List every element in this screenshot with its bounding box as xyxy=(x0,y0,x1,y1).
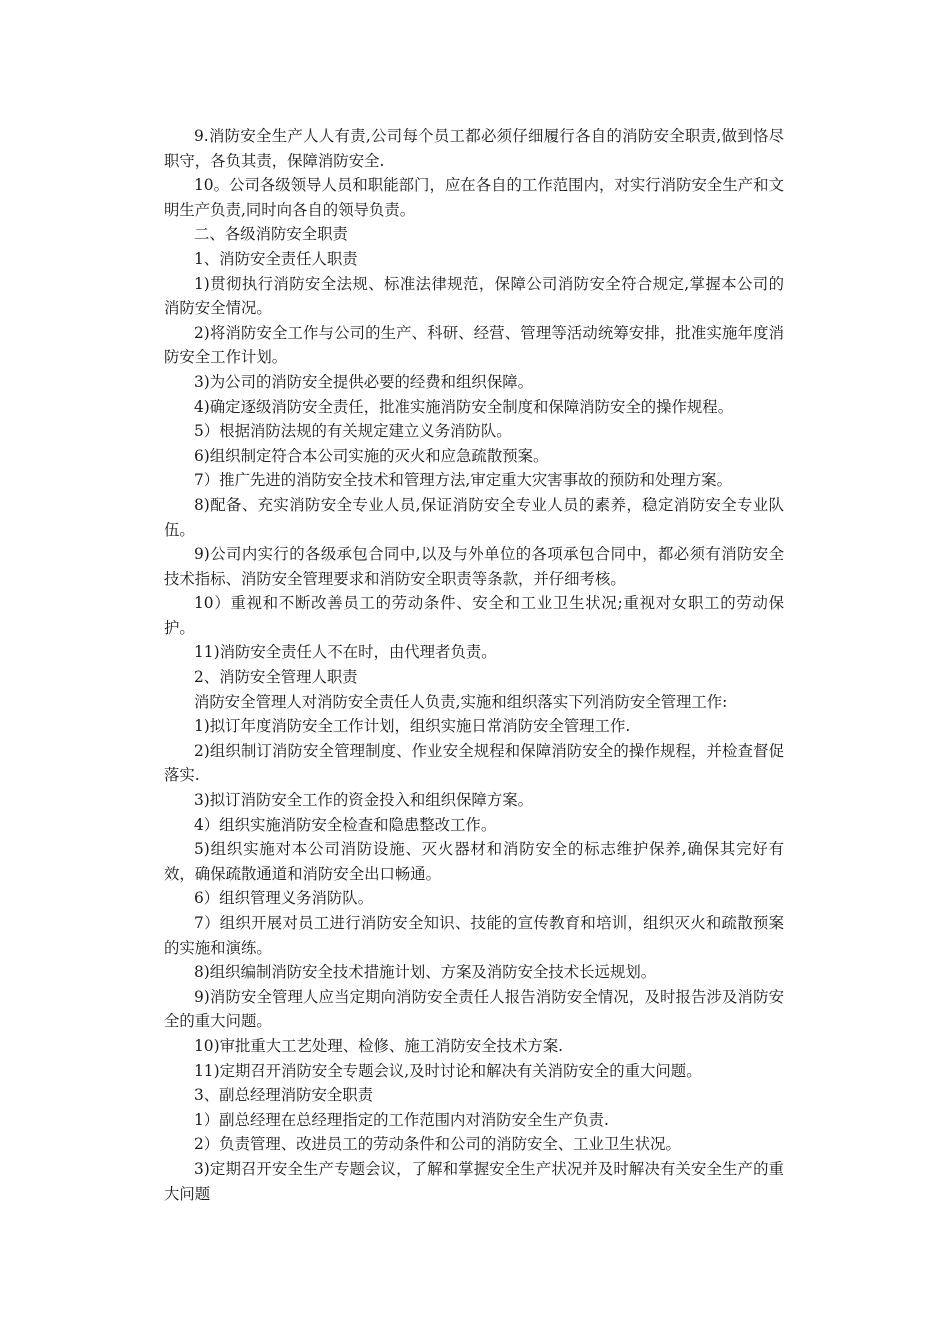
subsection-heading: 3、副总经理消防安全职责 xyxy=(194,1086,374,1105)
paragraph: 9.消防安全生产人人有责,公司每个员工都必须仔细履行各自的消防安全职责,做到恪尽职守，各负其责，保障消防安全. xyxy=(164,127,784,170)
list-item: 8)组织编制消防安全技术措施计划、方案及消防安全技术长远规划。 xyxy=(194,963,657,982)
list-item: 4）组织实施消防安全检查和隐患整改工作。 xyxy=(194,815,497,834)
list-item: 10)审批重大工艺处理、检修、施工消防安全技术方案. xyxy=(194,1036,564,1055)
subsection-heading: 1、消防安全责任人职责 xyxy=(194,249,358,268)
list-item: 7）组织开展对员工进行消防安全知识、技能的宣传教育和培训，组织灭火和疏散预案的实施和演练。 xyxy=(164,914,784,957)
list-item: 10）重视和不断改善员工的劳动条件、安全和工业卫生状况;重视对女职工的劳动保护。 xyxy=(164,594,784,637)
list-item: 2)组织制订消防安全管理制度、作业安全规程和保障消防安全的操作规程，并检查督促落实. xyxy=(164,741,784,785)
list-item: 4)确定逐级消防安全责任，批准实施消防安全制度和保障消防安全的操作规程。 xyxy=(194,397,734,416)
list-item: 2）负责管理、改进员工的劳动条件和公司的消防安全、工业卫生状况。 xyxy=(194,1135,681,1154)
list-item: 2)将消防安全工作与公司的生产、科研、经营、管理等活动统筹安排，批准实施年度消防安全工作计划。 xyxy=(164,323,784,367)
list-item: 8)配备、充实消防安全专业人员,保证消防安全专业人员的素养，稳定消防安全专业队伍。 xyxy=(164,495,784,539)
paragraph: 消防安全管理人对消防安全责任人负责,实施和组织落实下列消防安全管理工作: xyxy=(194,692,728,711)
list-item: 1）副总经理在总经理指定的工作范围内对消防安全生产负责. xyxy=(194,1110,609,1129)
document-body xyxy=(164,124,784,1206)
list-item: 1)拟订年度消防安全工作计划，组织实施日常消防安全管理工作. xyxy=(194,717,631,736)
list-item: 3)定期召开安全生产专题会议，了解和掌握安全生产状况并及时解决有关安全生产的重大问题 xyxy=(164,1159,784,1203)
list-item: 9)消防安全管理人应当定期向消防安全责任人报告消防安全情况，及时报告涉及消防安全的重大问题。 xyxy=(164,987,784,1031)
list-item: 5）根据消防法规的有关规定建立义务消防队。 xyxy=(194,422,512,441)
list-item: 7）推广先进的消防安全技术和管理方法,审定重大灾害事故的预防和处理方案。 xyxy=(194,471,732,490)
list-item: 5)组织实施对本公司消防设施、灭火器材和消防安全的标志维护保养,确保其完好有效，确保疏散通道和消防安全出口畅通。 xyxy=(164,840,784,883)
section-heading: 二、各级消防安全职责 xyxy=(194,225,348,244)
list-item: 6)组织制定符合本公司实施的灭火和应急疏散预案。 xyxy=(194,446,549,465)
list-item: 3)为公司的消防安全提供必要的经费和组织保障。 xyxy=(194,372,533,391)
list-item: 1)贯彻执行消防安全法规、标准法律规范，保障公司消防安全符合规定,掌握本公司的消防安全情况。 xyxy=(164,274,784,318)
list-item: 6）组织管理义务消防队。 xyxy=(194,889,374,908)
list-item: 9)公司内实行的各级承包合同中,以及与外单位的各项承包合同中，都必须有消防安全技术指标、消防安全管理要求和消防安全职责等条款，并仔细考核。 xyxy=(164,545,784,588)
list-item: 11)定期召开消防安全专题会议,及时讨论和解决有关消防安全的重大问题。 xyxy=(194,1061,702,1080)
paragraph: 10。公司各级领导人员和职能部门，应在各自的工作范围内，对实行消防安全生产和文明生产负责,同时向各自的领导负责。 xyxy=(164,176,784,219)
subsection-heading: 2、消防安全管理人职责 xyxy=(194,668,358,687)
list-item: 11)消防安全责任人不在时，由代理者负责。 xyxy=(194,643,497,662)
list-item: 3)拟订消防安全工作的资金投入和组织保障方案。 xyxy=(194,791,533,810)
